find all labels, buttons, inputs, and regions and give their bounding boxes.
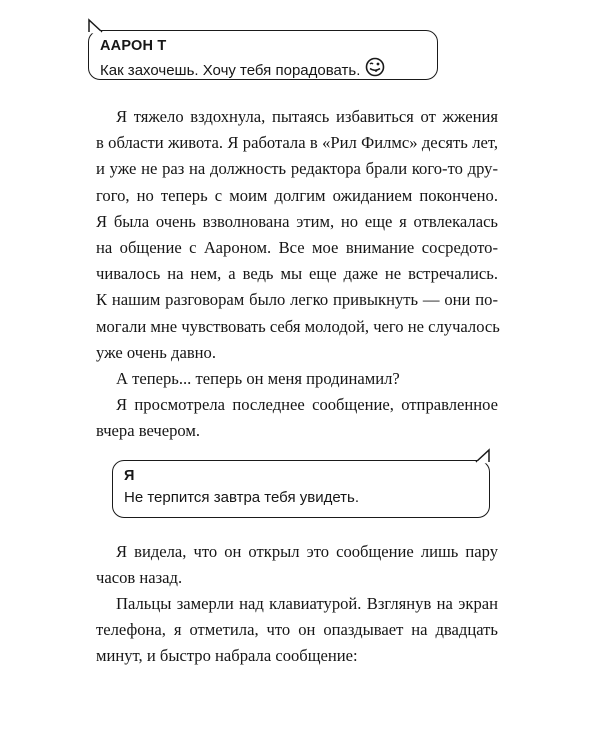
paragraph-1 — [96, 104, 498, 366]
winking-tongue-face-icon — [365, 57, 385, 84]
text-line: Я тяжело вздохнула, пытаясь избавиться от жжения — [116, 107, 498, 126]
text-line: Я просмотрела последнее сообщение, отправленное — [116, 395, 498, 414]
bubble-tail-right — [470, 449, 490, 463]
paragraph-2 — [96, 366, 498, 392]
bubble-tail-left — [88, 19, 108, 33]
text-line: гого, но теперь с моим долгим ожиданием покончено. — [96, 185, 498, 205]
text-line: уже очень давно. — [96, 342, 216, 362]
message-text: Как захочешь. Хочу тебя порадовать. — [100, 61, 361, 79]
paragraph-3 — [96, 392, 498, 444]
message-bubble-me — [112, 460, 490, 518]
text-line: часов назад. — [96, 568, 183, 588]
text-line: телефона, я отметила, что он опаздывает на двадцать — [96, 620, 498, 640]
text-line: Я была очень взволнована этим, но еще я отвлекалась — [96, 211, 498, 231]
text-line: и уже не раз на должность редактора брали кого-то дру- — [96, 159, 498, 179]
message-text-row — [89, 55, 437, 84]
text-line: могали мне чувствовать себя молодой, чего не случалось — [96, 316, 500, 336]
text-line: Я видела, что он открыл это сообщение лишь пару — [116, 542, 498, 561]
text-line: Пальцы замерли над клавиатурой. Взглянув на экран — [116, 594, 498, 613]
text-line: А теперь... теперь он меня продинамил? — [116, 369, 400, 388]
text-line: в области живота. Я работала в «Рил Филмс» десять лет, — [96, 133, 498, 153]
message-sender: ААРОН Т — [100, 38, 167, 54]
text-line: К нашим разговорам было легко привыкнуть — они по- — [96, 290, 498, 310]
message-sender: Я — [124, 468, 135, 484]
text-line: вчера вечером. — [96, 421, 201, 441]
text-line: чивалось на нем, а ведь мы еще даже не встречались. — [96, 264, 498, 284]
paragraph-4 — [96, 539, 498, 591]
text-line: минут, и быстро набрала сообщение: — [96, 646, 358, 666]
text-line: на общение с Аароном. Все мое внимание сосредото- — [96, 238, 498, 258]
message-bubble-aaron — [88, 30, 438, 80]
paragraph-5 — [96, 591, 498, 670]
message-text: Не терпится завтра тебя увидеть. — [124, 489, 360, 506]
